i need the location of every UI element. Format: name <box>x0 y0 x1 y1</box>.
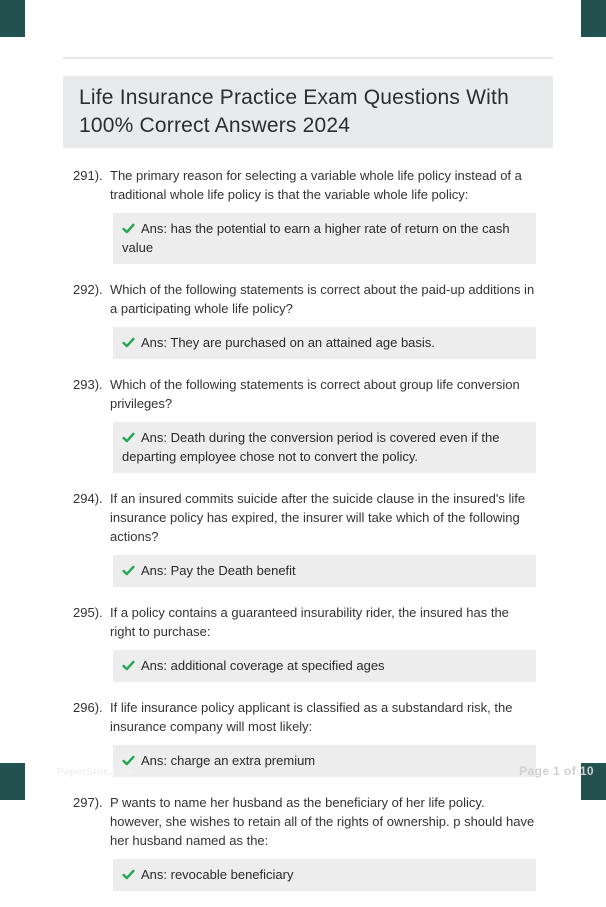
question-number: 296). <box>73 700 103 715</box>
question-item <box>73 489 536 587</box>
answer-box <box>113 745 536 777</box>
title-box <box>63 76 553 148</box>
question-text: P wants to name her husband as the beneficiary of her life policy. however, she wishes to retain all of the rights of ownership. p should have her husband named as the: <box>110 795 535 848</box>
answer-box <box>113 327 536 359</box>
question-text: Which of the following statements is correct about the paid-up additions in a participating whole life policy? <box>110 282 535 316</box>
corner-mark-top-right <box>581 0 606 37</box>
question-number: 292). <box>73 282 103 297</box>
question-body <box>110 280 536 359</box>
answer-box <box>113 422 536 473</box>
check-icon <box>122 561 135 580</box>
answer-text: Ans: additional coverage at specified ages <box>141 658 385 673</box>
answer-text: Ans: Pay the Death benefit <box>141 563 296 578</box>
page-indicator: Page 1 of 10 <box>519 764 594 778</box>
answer-text: Ans: charge an extra premium <box>141 753 316 768</box>
answer-box <box>113 555 536 587</box>
question-body <box>110 166 536 264</box>
question-text: If life insurance policy applicant is classified as a substandard risk, the insurance company will most likely: <box>110 700 513 734</box>
question-number: 295). <box>73 605 103 620</box>
question-number: 291). <box>73 168 103 183</box>
question-item <box>73 698 536 777</box>
question-number: 293). <box>73 377 103 392</box>
question-text: Which of the following statements is correct about group life conversion privileges? <box>110 377 520 411</box>
answer-box <box>113 650 536 682</box>
answer-text: Ans: Death during the conversion period is covered even if the departing employee chose not to convert the policy. <box>122 430 500 464</box>
question-body <box>110 698 536 777</box>
questions-list <box>73 166 536 907</box>
top-divider <box>63 57 553 59</box>
answer-box <box>113 859 536 891</box>
question-body <box>110 603 536 682</box>
question-body <box>110 375 536 473</box>
check-icon <box>122 219 135 238</box>
question-item <box>73 166 536 264</box>
question-text: The primary reason for selecting a variable whole life policy instead of a traditional whole life policy is that the variable whole life policy: <box>110 168 522 202</box>
check-icon <box>122 865 135 884</box>
corner-mark-top-left <box>0 0 25 37</box>
question-text: If a policy contains a guaranteed insurability rider, the insured has the right to purchase: <box>110 605 509 639</box>
question-number: 297). <box>73 795 103 810</box>
question-body <box>110 793 536 891</box>
question-body <box>110 489 536 587</box>
page-title: Life Insurance Practice Exam Questions With 100% Correct Answers 2024 <box>79 86 509 137</box>
check-icon <box>122 656 135 675</box>
question-item <box>73 793 536 891</box>
answer-box <box>113 213 536 264</box>
watermark: PaperStoc.com <box>57 767 134 778</box>
question-number: 294). <box>73 491 103 506</box>
question-text: If an insured commits suicide after the suicide clause in the insured's life insurance policy has expired, the insurer will take which of the following actions? <box>110 491 526 544</box>
answer-text: Ans: revocable beneficiary <box>141 867 294 882</box>
answer-text: Ans: They are purchased on an attained age basis. <box>141 335 435 350</box>
answer-text: Ans: has the potential to earn a higher rate of return on the cash value <box>122 221 510 255</box>
check-icon <box>122 333 135 352</box>
question-item <box>73 603 536 682</box>
corner-mark-bottom-left <box>0 763 25 800</box>
question-item <box>73 280 536 359</box>
question-item <box>73 375 536 473</box>
check-icon <box>122 428 135 447</box>
